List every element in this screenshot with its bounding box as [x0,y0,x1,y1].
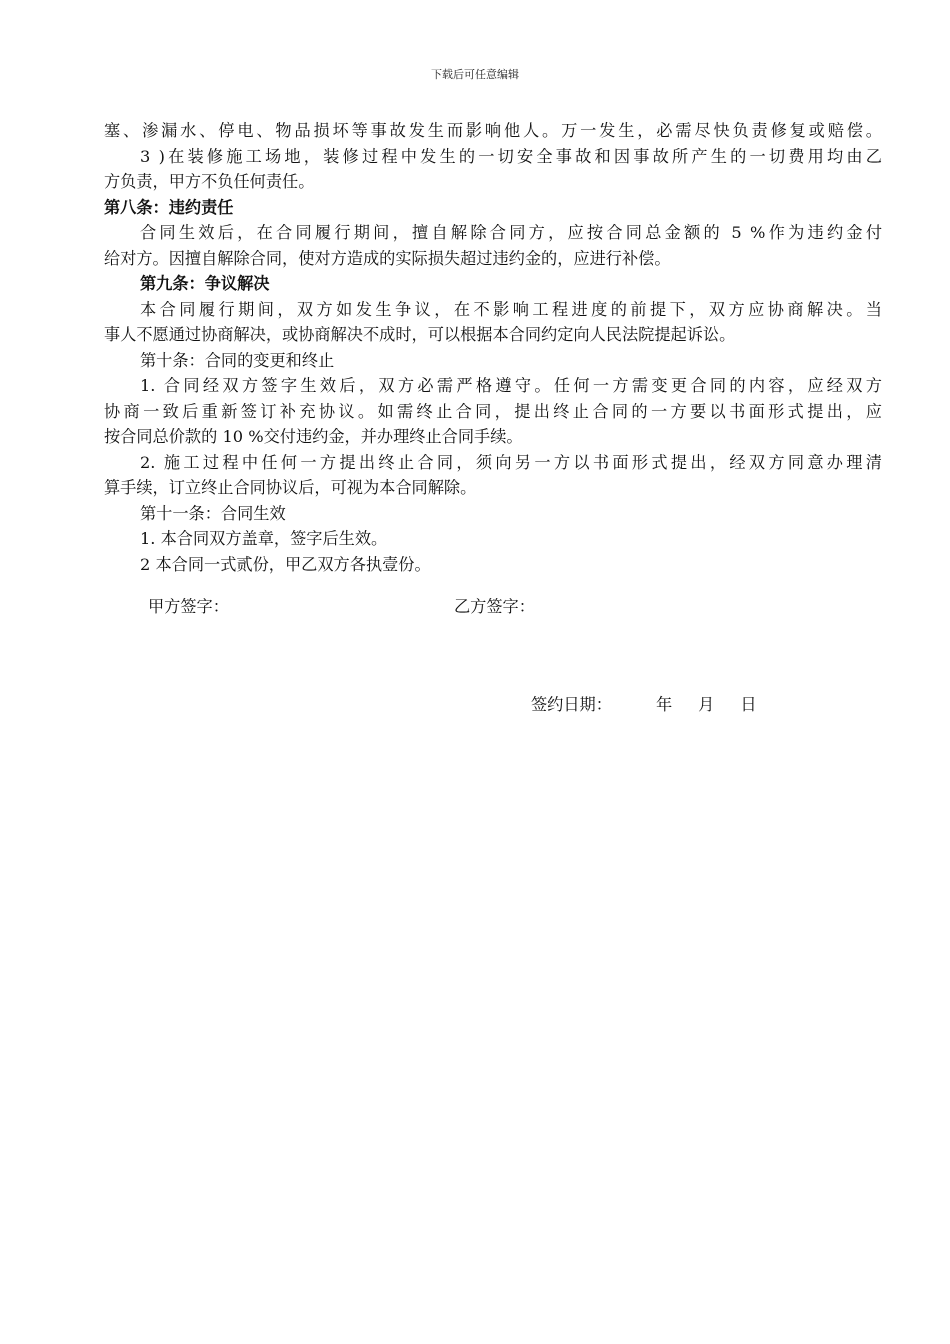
clause-line: 本合同履行期间，双方如发生争议，在不影响工程进度的前提下，双方应协商解决。当 [140,299,882,319]
date-day: 日 [740,695,757,714]
clause-line: 协商一致后重新签订补充协议。如需终止合同，提出终止合同的一方要以书面形式提出，应 [104,401,882,421]
clause-line: 给对方。因擅自解除合同，使对方造成的实际损失超过违约金的，应进行补偿。 [104,248,671,268]
clause-line: 3 )在装修施工场地，装修过程中发生的一切安全事故和因事故所产生的一切费用均由乙 [140,146,882,166]
date-year: 年 [655,695,673,714]
clause-line: 2 本合同一式贰份，甲乙双方各执壹份。 [140,554,431,574]
clause-line: 算手续，订立终止合同协议后，可视为本合同解除。 [104,478,477,497]
party-a-signature-label: 甲方签字： [148,597,229,616]
clause-line: 1. 本合同双方盖章，签字后生效。 [140,529,388,548]
clause-line: 方负责，甲方不负任何责任。 [104,172,315,191]
signing-date-label: 签约日期： [531,695,612,714]
section-heading-9: 第九条：争议解决 [140,274,270,293]
clause-line: 合同生效后，在合同履行期间，擅自解除合同方，应按合同总金额的 5 %作为违约金付 [140,223,882,242]
contract-body [104,118,882,577]
section-heading-10: 第十条：合同的变更和终止 [140,350,335,370]
clause-line: 塞、渗漏水、停电、物品损坏等事故发生而影响他人。万一发生，必需尽快负责修复或赔偿。 [104,121,882,140]
section-heading-8: 第八条：违约责任 [104,197,234,217]
clause-line: 事人不愿通过协商解决，或协商解决不成时，可以根据本合同约定向人民法院提起诉讼。 [104,325,736,344]
clause-line: 1. 合同经双方签字生效后，双方必需严格遵守。任何一方需变更合同的内容，应经双方 [140,376,882,395]
date-month: 月 [698,695,715,714]
clause-line: 2. 施工过程中任何一方提出终止合同，须向另一方以书面形式提出，经双方同意办理清 [140,452,882,472]
section-heading-11: 第十一条：合同生效 [140,503,286,523]
clause-line: 按合同总价款的 10 %交付违约金，并办理终止合同手续。 [104,427,523,446]
signing-date-row [531,692,757,717]
party-b-signature-label: 乙方签字： [454,597,535,616]
page-header: 下载后可任意编辑 [431,68,519,81]
